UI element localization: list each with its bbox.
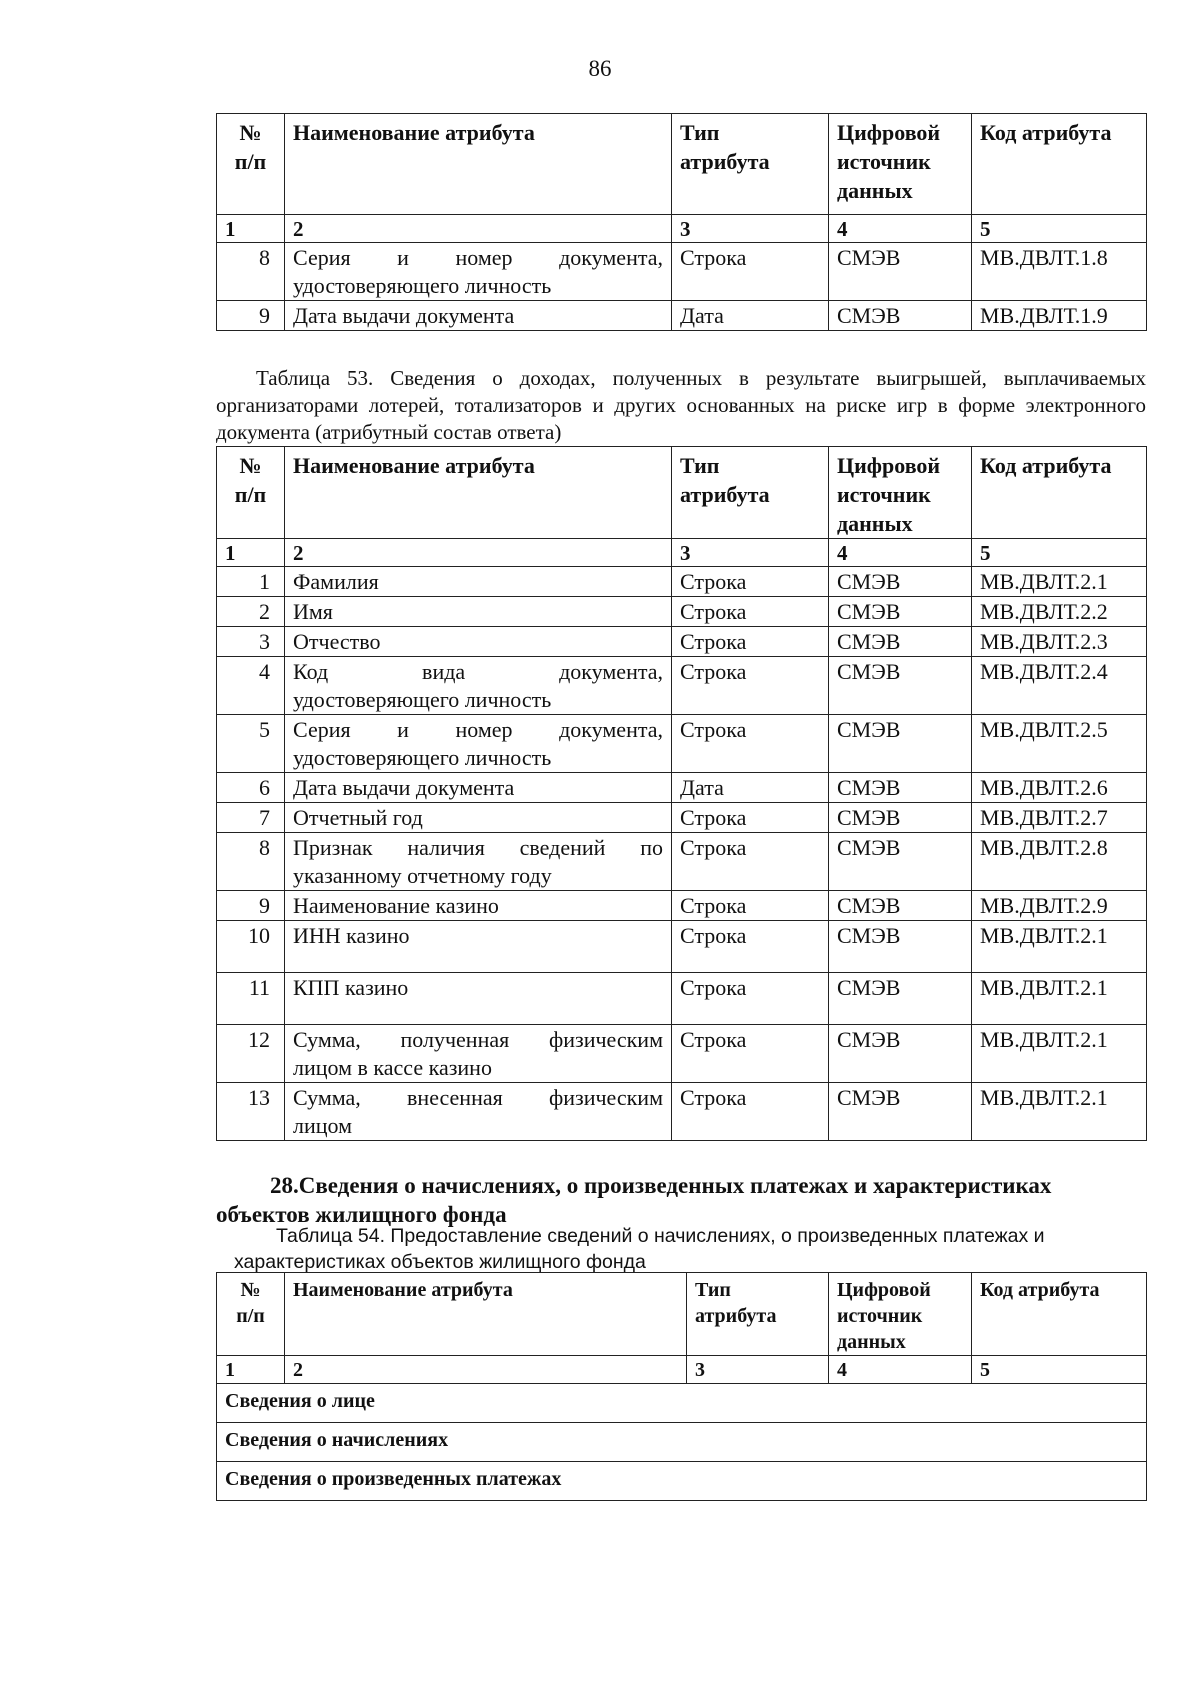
header-code: Код атрибута xyxy=(972,114,1147,215)
header-code: Код атрибута xyxy=(972,1273,1147,1356)
table-row xyxy=(217,891,1147,921)
attribute-source: СМЭВ xyxy=(829,657,972,715)
attribute-code: МВ.ДВЛТ.2.5 xyxy=(972,715,1147,773)
attribute-code: МВ.ДВЛТ.2.4 xyxy=(972,657,1147,715)
attribute-name xyxy=(285,627,672,657)
column-number: 1 xyxy=(217,539,285,567)
caption-line: документа (атрибутный состав ответа) xyxy=(216,420,562,444)
attribute-table-continued xyxy=(216,113,1147,331)
name-line: Отчество xyxy=(293,629,381,654)
attribute-source: СМЭВ xyxy=(829,803,972,833)
column-number: 2 xyxy=(285,539,672,567)
table-row xyxy=(217,715,1147,773)
row-number: 7 xyxy=(217,803,285,833)
row-number: 8 xyxy=(217,243,285,301)
table-row xyxy=(217,921,1147,973)
table-row xyxy=(217,597,1147,627)
name-line: Отчетный год xyxy=(293,805,423,830)
header-source: Цифровой источник данных xyxy=(829,114,972,215)
row-number: 2 xyxy=(217,597,285,627)
name-line: Признак наличия сведений по xyxy=(293,835,663,860)
attribute-code: МВ.ДВЛТ.1.8 xyxy=(972,243,1147,301)
attribute-name xyxy=(285,243,672,301)
attribute-type: Строка xyxy=(672,921,829,973)
attribute-code: МВ.ДВЛТ.2.1 xyxy=(972,1083,1147,1141)
name-line: КПП казино xyxy=(293,975,409,1000)
name-line: ИНН казино xyxy=(293,923,410,948)
attribute-type: Строка xyxy=(672,973,829,1025)
row-number: 3 xyxy=(217,627,285,657)
name-line: Сумма, полученная физическим xyxy=(293,1027,663,1052)
header-name: Наименование атрибута xyxy=(285,114,672,215)
attribute-type: Строка xyxy=(672,567,829,597)
name-line: Имя xyxy=(293,599,333,624)
attribute-code: МВ.ДВЛТ.2.8 xyxy=(972,833,1147,891)
column-number: 4 xyxy=(829,539,972,567)
attribute-code: МВ.ДВЛТ.2.1 xyxy=(972,1025,1147,1083)
header-no: № п/п xyxy=(217,1273,285,1356)
attribute-type: Дата xyxy=(672,773,829,803)
attribute-code: МВ.ДВЛТ.2.2 xyxy=(972,597,1147,627)
name-line: удостоверяющего личность xyxy=(293,687,552,712)
heading-line: 28.Сведения о начислениях, о произведенных платежах и характеристиках xyxy=(270,1173,1052,1198)
heading-line: объектов жилищного фонда xyxy=(216,1202,507,1227)
header-type: Тип атрибута xyxy=(672,114,829,215)
column-number: 3 xyxy=(687,1356,829,1384)
row-number: 4 xyxy=(217,657,285,715)
table-row xyxy=(217,1025,1147,1083)
column-number: 3 xyxy=(672,539,829,567)
header-no: № п/п xyxy=(217,114,285,215)
table-54-caption xyxy=(216,1223,1146,1275)
attribute-source: СМЭВ xyxy=(829,1083,972,1141)
attribute-source: СМЭВ xyxy=(829,627,972,657)
row-number: 6 xyxy=(217,773,285,803)
caption-line: Таблица 53. Сведения о доходах, полученных в результате выигрышей, выплачиваемых xyxy=(256,366,1146,390)
attribute-type: Строка xyxy=(672,803,829,833)
column-number-row xyxy=(217,1356,1147,1384)
name-line: удостоверяющего личность xyxy=(293,273,552,298)
attribute-type: Строка xyxy=(672,833,829,891)
name-line: Код вида документа, xyxy=(293,659,663,684)
column-number: 2 xyxy=(285,1356,687,1384)
column-number: 1 xyxy=(217,1356,285,1384)
row-number: 13 xyxy=(217,1083,285,1141)
row-number: 12 xyxy=(217,1025,285,1083)
column-number: 2 xyxy=(285,215,672,243)
attribute-type: Строка xyxy=(672,1025,829,1083)
table-row xyxy=(217,973,1147,1025)
section-row xyxy=(217,1423,1147,1462)
attribute-type: Строка xyxy=(672,627,829,657)
attribute-name xyxy=(285,833,672,891)
column-number: 1 xyxy=(217,215,285,243)
attribute-source: СМЭВ xyxy=(829,567,972,597)
attribute-type: Строка xyxy=(672,597,829,627)
name-line: лицом в кассе казино xyxy=(293,1055,492,1080)
attribute-type: Строка xyxy=(672,657,829,715)
name-line: Наименование казино xyxy=(293,893,499,918)
page-number: 86 xyxy=(588,56,612,81)
attribute-name xyxy=(285,567,672,597)
attribute-code: МВ.ДВЛТ.2.1 xyxy=(972,921,1147,973)
name-line: Дата выдачи документа xyxy=(293,775,515,800)
attribute-type: Строка xyxy=(672,891,829,921)
column-number: 3 xyxy=(672,215,829,243)
header-source: Цифровой источник данных xyxy=(829,447,972,539)
attribute-type: Строка xyxy=(672,1083,829,1141)
row-number: 8 xyxy=(217,833,285,891)
table-row xyxy=(217,627,1147,657)
name-line: лицом xyxy=(293,1113,353,1138)
caption-line: Таблица 54. Предоставление сведений о начислениях, о произведенных платежах и xyxy=(276,1225,1045,1247)
column-number: 5 xyxy=(972,539,1147,567)
column-number: 5 xyxy=(972,215,1147,243)
attribute-source: СМЭВ xyxy=(829,833,972,891)
header-source: Цифровой источник данных xyxy=(829,1273,972,1356)
name-line: Серия и номер документа, xyxy=(293,245,663,270)
row-number: 1 xyxy=(217,567,285,597)
attribute-type: Строка xyxy=(672,715,829,773)
table-row xyxy=(217,803,1147,833)
attribute-name xyxy=(285,657,672,715)
caption-line: характеристиках объектов жилищного фонда xyxy=(234,1251,646,1273)
attribute-code: МВ.ДВЛТ.2.7 xyxy=(972,803,1147,833)
attribute-source: СМЭВ xyxy=(829,1025,972,1083)
attribute-type: Строка xyxy=(672,243,829,301)
row-number: 5 xyxy=(217,715,285,773)
attribute-name xyxy=(285,715,672,773)
table-header-row xyxy=(217,114,1147,215)
attribute-name xyxy=(285,773,672,803)
header-type: Тип атрибута xyxy=(672,447,829,539)
table-53 xyxy=(216,446,1147,1141)
header-type: Тип атрибута xyxy=(687,1273,829,1356)
attribute-code: МВ.ДВЛТ.2.1 xyxy=(972,567,1147,597)
table-row xyxy=(217,773,1147,803)
column-number: 4 xyxy=(829,1356,972,1384)
caption-line: организаторами лотерей, тотализаторов и других основанных на риске игр в форме электронного xyxy=(216,393,1146,417)
header-name: Наименование атрибута xyxy=(285,1273,687,1356)
table-53-caption xyxy=(216,365,1146,446)
table-row xyxy=(217,833,1147,891)
column-number: 4 xyxy=(829,215,972,243)
table-row xyxy=(217,243,1147,301)
row-number: 9 xyxy=(217,301,285,331)
name-line: Дата выдачи документа xyxy=(293,303,515,328)
table-header-row xyxy=(217,1273,1147,1356)
attribute-source: СМЭВ xyxy=(829,243,972,301)
column-number: 5 xyxy=(972,1356,1147,1384)
section-row xyxy=(217,1384,1147,1423)
header-name: Наименование атрибута xyxy=(285,447,672,539)
attribute-name xyxy=(285,891,672,921)
table-header-row xyxy=(217,447,1147,539)
section-label: Сведения о начислениях xyxy=(217,1423,1147,1462)
attribute-name xyxy=(285,597,672,627)
attribute-source: СМЭВ xyxy=(829,891,972,921)
attribute-code: МВ.ДВЛТ.2.9 xyxy=(972,891,1147,921)
row-number: 9 xyxy=(217,891,285,921)
attribute-code: МВ.ДВЛТ.1.9 xyxy=(972,301,1147,331)
attribute-name xyxy=(285,921,672,973)
attribute-name xyxy=(285,1025,672,1083)
table-row xyxy=(217,301,1147,331)
name-line: указанному отчетному году xyxy=(293,863,552,888)
column-number-row xyxy=(217,215,1147,243)
name-line: удостоверяющего личность xyxy=(293,745,552,770)
name-line: Фамилия xyxy=(293,569,379,594)
header-code: Код атрибута xyxy=(972,447,1147,539)
section-label: Сведения о лице xyxy=(217,1384,1147,1423)
attribute-source: СМЭВ xyxy=(829,773,972,803)
attribute-source: СМЭВ xyxy=(829,597,972,627)
name-line: Серия и номер документа, xyxy=(293,717,663,742)
attribute-name xyxy=(285,803,672,833)
attribute-code: МВ.ДВЛТ.2.1 xyxy=(972,973,1147,1025)
table-53-body xyxy=(217,567,1147,1141)
name-line: Сумма, внесенная физическим xyxy=(293,1085,663,1110)
table-54 xyxy=(216,1272,1147,1501)
attribute-type: Дата xyxy=(672,301,829,331)
attribute-name xyxy=(285,301,672,331)
section-28-heading xyxy=(216,1171,1146,1229)
attribute-source: СМЭВ xyxy=(829,921,972,973)
attribute-code: МВ.ДВЛТ.2.3 xyxy=(972,627,1147,657)
attribute-source: СМЭВ xyxy=(829,973,972,1025)
column-number-row xyxy=(217,539,1147,567)
attribute-name xyxy=(285,973,672,1025)
attribute-source: СМЭВ xyxy=(829,715,972,773)
row-number: 10 xyxy=(217,921,285,973)
row-number: 11 xyxy=(217,973,285,1025)
attribute-source: СМЭВ xyxy=(829,301,972,331)
header-no: № п/п xyxy=(217,447,285,539)
attribute-name xyxy=(285,1083,672,1141)
section-label: Сведения о произведенных платежах xyxy=(217,1462,1147,1501)
table-row xyxy=(217,567,1147,597)
table-row xyxy=(217,1083,1147,1141)
table-row xyxy=(217,657,1147,715)
attribute-code: МВ.ДВЛТ.2.6 xyxy=(972,773,1147,803)
section-row xyxy=(217,1462,1147,1501)
